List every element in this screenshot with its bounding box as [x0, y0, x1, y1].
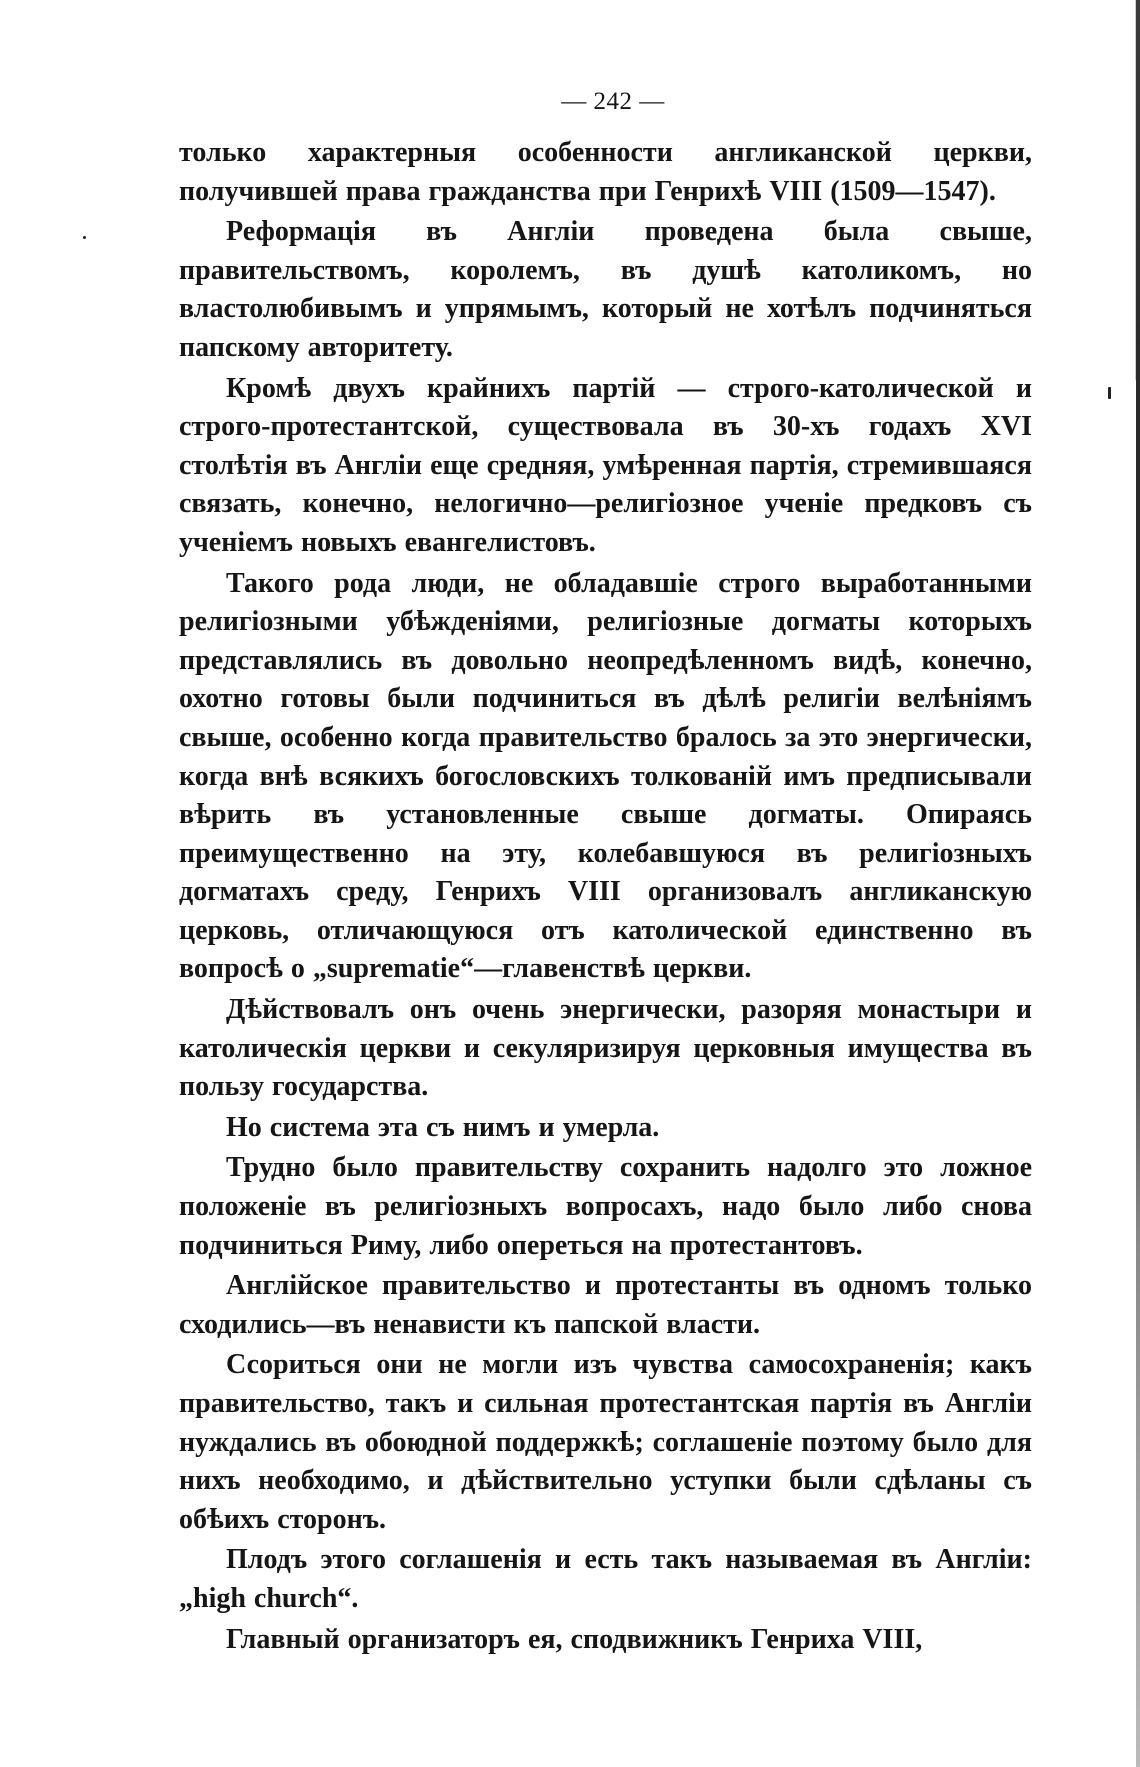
scan-speck [83, 236, 86, 239]
paragraph: Дѣйствовалъ онъ очень энергически, разоряя монастыри и католическія церкви и секуляризируя церковныя имущества въ пользу государства. [179, 994, 1032, 1103]
paragraph: Главный организаторъ ея, сподвижникъ Генриха VIII, [226, 1623, 923, 1655]
paragraph: Плодъ этого соглашенія и есть такъ называемая въ Англіи: „high church“. [179, 1544, 1032, 1614]
scan-speck [1108, 387, 1111, 399]
paragraph: Кромѣ двухъ крайнихъ партій — строго-католической и строго-протестантской, существовала въ 30-хъ годахъ XVI столѣтія въ Англіи еще средняя, умѣренная партія, стремившаяся связать, конечно, нелогично—религіозное ученіе предковъ съ ученіемъ новыхъ евангелистовъ. [179, 372, 1032, 558]
paragraph: Такого рода люди, не обладавшіе строго выработанными религіозными убѣжденіями, религіозные догматы которыхъ представлялись въ довольно неопредѣленномъ видѣ, конечно, охотно готовы были подчиниться въ дѣлѣ религіи велѣніямъ свыше, особенно когда правительство бралось за это энергически, когда внѣ всякихъ богословскихъ толкованій имъ предписывали вѣрить въ установленные свыше догматы. Опираясь преимущественно на эту, колебавшуюся въ религіозныхъ догматахъ среду, Генрихъ VIII организовалъ англиканскую церковь, отличающуюся отъ католической единственно въ вопросѣ о „suprematie“—главенствѣ церкви. [179, 567, 1032, 985]
paragraph: Реформація въ Англіи проведена была свыше, правительствомъ, королемъ, въ душѣ католикомъ, но властолюбивымъ и упрямымъ, который не хотѣлъ подчиняться папскому авторитету. [179, 216, 1032, 363]
paragraph: только характерныя особенности англиканской церкви, получившей права гражданства при Генрихѣ VIII (1509—1547). [179, 137, 1032, 207]
page-body-text [179, 134, 1032, 1659]
paragraph: Трудно было правительству сохранить надолго это ложное положеніе въ религіозныхъ вопросахъ, надо было либо снова подчиниться Риму, либо опереться на протестантовъ. [179, 1152, 1032, 1261]
scan-page-edge-shadow [1135, 0, 1136, 380]
paragraph: Ссориться они не могли изъ чувства самосохраненія; какъ правительство, такъ и сильная протестантская партія въ Англіи нуждались въ обоюдной поддержкѣ; соглашеніе поэтому было для нихъ необходимо, и дѣйствительно уступки были сдѣланы съ обѣихъ сторонъ. [179, 1349, 1032, 1535]
scan-page-edge [1136, 0, 1140, 1767]
page-number: — 242 — [561, 88, 665, 115]
paragraph: Англійское правительство и протестанты въ одномъ только сходились—въ ненависти къ папской власти. [179, 1270, 1032, 1340]
paragraph: Но система эта съ нимъ и умерла. [226, 1111, 660, 1143]
